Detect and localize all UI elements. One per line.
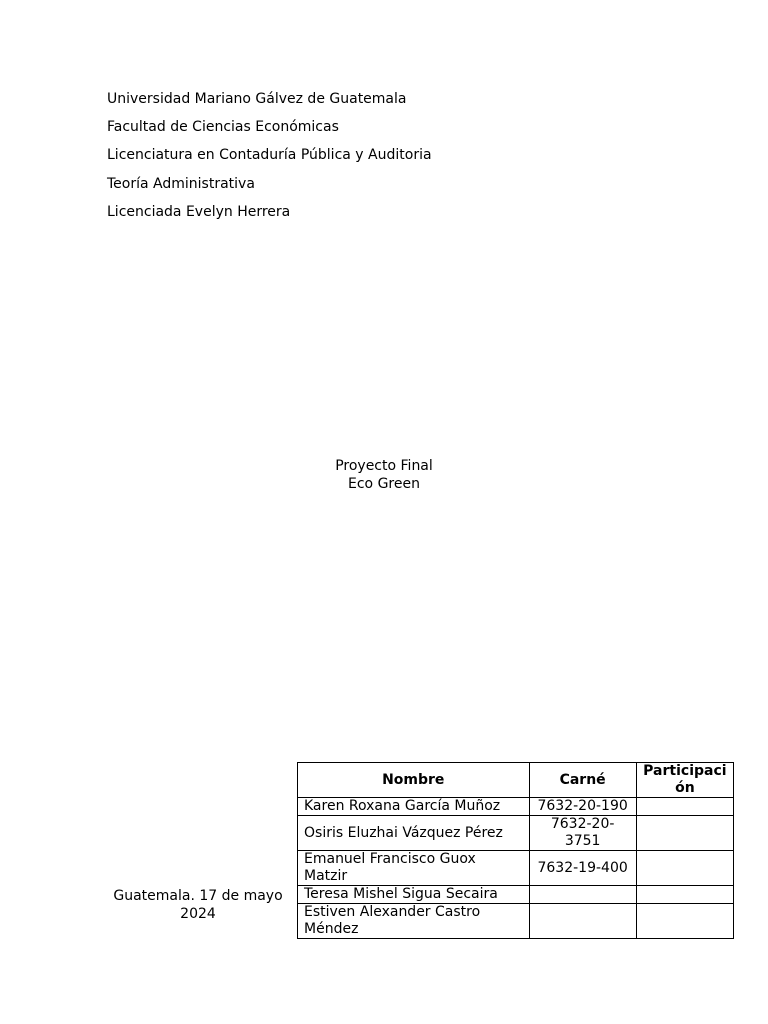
- table-row: [298, 816, 734, 851]
- header-carne: Carné: [529, 763, 636, 798]
- cell-name: Emanuel Francisco Guox Matzir: [298, 851, 530, 886]
- cell-participacion: [636, 816, 733, 851]
- instructor-name: Licenciada Evelyn Herrera: [107, 203, 291, 220]
- table-row: [298, 798, 734, 816]
- cell-participacion: [636, 798, 733, 816]
- project-title-line-2: Eco Green: [348, 476, 420, 492]
- course-name: Teoría Administrativa: [107, 175, 255, 192]
- cell-carne: [529, 904, 636, 939]
- members-table: [297, 762, 734, 939]
- faculty-name: Facultad de Ciencias Económicas: [107, 119, 339, 136]
- cell-participacion: [636, 886, 733, 904]
- cell-carne: 7632-20-190: [529, 798, 636, 816]
- cell-participacion: [636, 904, 733, 939]
- cell-carne: 7632-19-400: [529, 851, 636, 886]
- university-name: Universidad Mariano Gálvez de Guatemala: [107, 91, 407, 107]
- cell-name: Karen Roxana García Muñoz: [298, 798, 530, 816]
- cell-carne: [529, 886, 636, 904]
- place-date: Guatemala. 17 de mayo 2024: [113, 888, 283, 922]
- header-participacion: Participación: [636, 763, 733, 798]
- institution-header: [107, 90, 432, 231]
- degree-name: Licenciatura en Contaduría Pública y Auditoria: [107, 147, 432, 164]
- table-row: [298, 904, 734, 939]
- project-title: [284, 457, 484, 493]
- cell-name: Estiven Alexander Castro Méndez: [298, 904, 530, 939]
- header-nombre: Nombre: [298, 763, 530, 798]
- table-row: [298, 886, 734, 904]
- project-title-line-1: Proyecto Final: [335, 458, 433, 474]
- cell-carne: 7632-20-3751: [529, 816, 636, 851]
- cell-name: Osiris Eluzhai Vázquez Pérez: [298, 816, 530, 851]
- table-header-row: [298, 763, 734, 798]
- cell-participacion: [636, 851, 733, 886]
- cell-name: Teresa Mishel Sigua Secaira: [298, 886, 530, 904]
- table-row: [298, 851, 734, 886]
